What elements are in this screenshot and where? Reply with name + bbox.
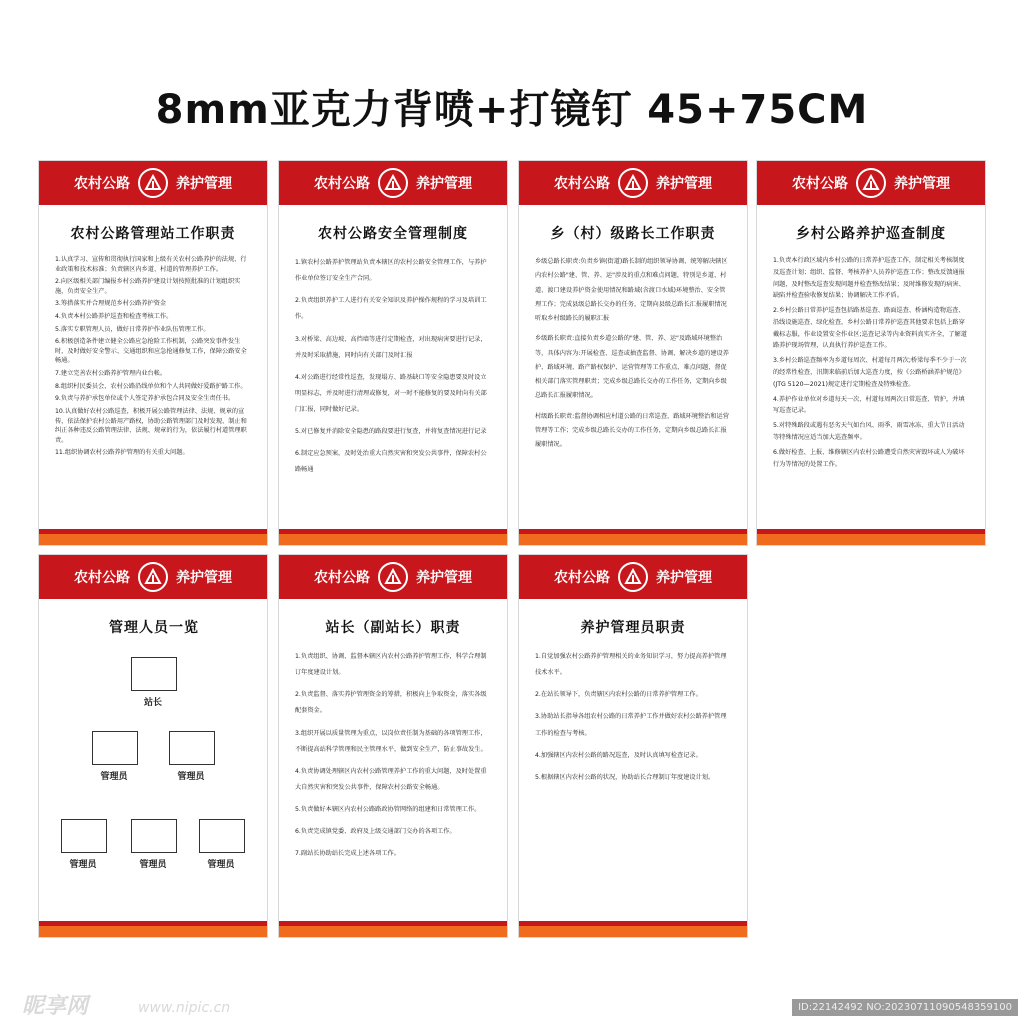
manager-role-label: 管理员 (139, 860, 167, 870)
watermark-brand: 昵享网 (22, 994, 89, 1019)
header-right-label: 养护管理 (416, 176, 472, 192)
duty-line: 8.组织村民委员会、农村公路沿线单位和个人共同做好爱路护路工作。 (55, 382, 247, 390)
panel-title: 养护管理员职责 (580, 620, 686, 636)
header-right-label: 养护管理 (656, 570, 712, 586)
duty-line: 4.负责协调处理辖区内农村公路管理养护工作的重大问题，及时处置重大自然灾害和突发公共事件，保障农村公路安全畅通。 (295, 767, 487, 791)
header-left-label: 农村公路 (314, 570, 370, 586)
duty-line: 6.积极创造条件建立健全公路应急抢险工作机制，公路突发事件发生时，及时做好安全警示、交通组织和应急抢通修复工作，保障公路安全畅通。 (55, 338, 247, 365)
panel-body (279, 649, 507, 862)
panel-footer-stripe (39, 529, 267, 545)
org-chart (39, 619, 269, 929)
panel-footer-stripe (757, 529, 985, 545)
panel-header (39, 161, 267, 205)
highway-logo-icon (856, 168, 886, 198)
head-role-label: 站长 (143, 698, 162, 708)
panel-footer-stripe (519, 529, 747, 545)
panel-header (519, 555, 747, 599)
panel-footer-stripe (39, 921, 267, 937)
panel-title: 乡（村）级路长工作职责 (550, 226, 716, 242)
panel-body (39, 255, 267, 458)
duty-line: 4.加强辖区内农村公路的路况巡查，及时认真填写检查记录。 (535, 751, 702, 759)
panel-patrol-rules (756, 160, 986, 546)
panel-station-duties (38, 160, 268, 546)
header-left-label: 农村公路 (554, 176, 610, 192)
manager-role-label: 管理员 (69, 860, 97, 870)
duty-line: 3.对桥梁、高边坡、高挡墙等进行定期检查，对出现病害要进行记录，并及时采取措施，同时向有关部门及时汇报 (295, 335, 487, 359)
page-title: 8mm亚克力背喷+打镜钉 45+75CM (155, 87, 869, 133)
duty-line: 4.负责本村公路养护巡查和检查考核工作。 (55, 313, 173, 321)
manager-photo-placeholder (61, 819, 107, 853)
header-left-label: 农村公路 (74, 176, 130, 192)
manager-photo-placeholder (199, 819, 245, 853)
duty-line: 9.负责与养护承包单位或个人签定养护承包合同及安全生责任书。 (55, 395, 235, 403)
panel-header (279, 555, 507, 599)
duty-line: 7.副站长协助站长完成上述各项工作。 (295, 850, 400, 858)
manager-photo-placeholder (169, 731, 215, 765)
header-right-label: 养护管理 (176, 176, 232, 192)
panel-header (519, 161, 747, 205)
highway-logo-icon (378, 168, 408, 198)
duty-line: 5.对特殊路段或遇有恶劣天气如台风、雨季、雨雪冰冻、重大节日活动等特殊情况应适当加大巡查频率。 (773, 422, 965, 441)
header-right-label: 养护管理 (656, 176, 712, 192)
header-left-label: 农村公路 (792, 176, 848, 192)
panel-maintenance-manager-duties (518, 554, 748, 938)
duty-line: 2.在站长领导下，负责辖区内农村公路的日常养护管理工作。 (535, 691, 702, 699)
panel-header (757, 161, 985, 205)
duty-line: 1.负责组织、协调、监督本辖区内农村公路养护管理工作，科学合理制订年度建设计划。 (295, 653, 487, 677)
highway-logo-icon (618, 562, 648, 592)
duty-line: 3.组织开展以质量管理为重点，以岗位责任制为基础的各项管理工作，不断提高站科学管理和民主管理水平，做到安全生产，防止事故发生。 (295, 729, 487, 753)
duty-line: 5.负责做好本辖区内农村公路路政协管网络的组建和日常管理工作。 (295, 806, 481, 813)
panel-title: 乡村公路养护巡查制度 (796, 226, 946, 242)
header-left-label: 农村公路 (554, 570, 610, 586)
panel-safety-rules (278, 160, 508, 546)
panel-footer-stripe (279, 529, 507, 545)
duty-line: 4.对公路进行经常性巡查，发现塌方、路基缺口等安全隐患要及时设立明显标志，并及时进行清理或修复，对一时不能修复的要及时向有关部门汇报，同时做好记录。 (295, 373, 487, 413)
duty-line: 乡级总路长职责:负责乡镇(街道)路长制的组织领导协调、统筹解决辖区内农村公路"建、管、养、运"涉及的重点和难点问题，特别是乡道、村道、渡口建设养护资金使用情况和路域(含渡口水域)环境整治、安全管理工作；完成县级总路长交办的任务，定期向县级总路长汇报履职情况听取乡村级路长的履职汇报 (535, 258, 728, 323)
duty-line: 1.认真学习、宣传和贯彻执行国家和上级有关农村公路养护的法规、行业政策和技术标准；负责辖区内乡道、村道的管理养护工作。 (55, 256, 247, 273)
panel-header (279, 161, 507, 205)
duty-line: 乡级路长职责:直接负责乡道公路的"建、管、养、运"及路域环境整治等，具体内容为:开展检查、巡查或抽查监督、协调、解决乡道的建设养护、路域环境、路产路权保护、运营管理等工作重点、难点问题，督促相关部门落实管理职责；完成乡级总路长交办的工作任务，定期向乡级总路长汇报履职情况。 (535, 335, 729, 400)
panel-header (39, 555, 267, 599)
duty-line: 5.根据辖区内农村公路的状况，协助站长合理制订年度建设计划。 (535, 773, 715, 781)
duty-line: 1.自觉加强农村公路养护管理相关的业务知识学习，努力提高养护管理技术水平。 (535, 653, 727, 677)
highway-logo-icon (378, 562, 408, 592)
manager-photo-placeholder (131, 819, 177, 853)
panel-title: 站长（副站长）职责 (325, 620, 461, 636)
manager-role-label: 管理员 (207, 860, 235, 870)
manager-role-label: 管理员 (100, 772, 128, 782)
duty-line: 2.负责组织养护工人进行有关安全知识及养护操作规程的学习及培训工作。 (295, 297, 487, 321)
manager-photo-placeholder (92, 731, 138, 765)
header-left-label: 农村公路 (314, 176, 370, 192)
header-right-label: 养护管理 (176, 570, 232, 586)
panel-title: 农村公路安全管理制度 (318, 226, 468, 242)
duty-line: 2.乡村公路日常养护巡查包括路基巡查、路面巡查、桥涵构造物巡查、沿线设施巡查、绿化检查，乡村公路日常养护巡查其他要求包括上路穿戴标志服，作业设置安全作业区;巡查记录等内业资料真实齐全，了解道路养护现场管理，认真执行养护巡查工作。 (773, 307, 967, 350)
highway-logo-icon (138, 168, 168, 198)
duty-line: 6.制定应急预案，及时处治重大自然灾害和突发公共事件，保障农村公路畅通 (295, 450, 487, 474)
header-right-label: 养护管理 (416, 570, 472, 586)
duty-line: 村级路长职责:监督协调相应村道公路的日常巡查、路域环境整治和运营管理等工作；完成乡级总路长交办的工作任务，定期向乡级总路长汇报履职情况。 (535, 412, 729, 449)
duty-line: 1.镇农村公路养护管理站负责本辖区的农村公路安全管理工作，与养护作业单位签订安全生产合同。 (295, 259, 487, 283)
duty-line: 10.认真做好农村公路巡查，积极开展公路管理法律、法规、规章的宣传，依法保护农村公路用产路权，协助公路管理部门及时发现、制止和纠正各种违反公路管理法律、法规、规章的行为，依法履行村道管理职责。 (55, 407, 247, 444)
duty-line: 3.协助站长指导各组农村公路的日常养护工作并做好农村公路养护管理工作的检查与考核。 (535, 713, 727, 737)
panel-body (519, 649, 747, 786)
highway-logo-icon (618, 168, 648, 198)
duty-line: 3.乡村公路巡查频率为乡道每周次、村道每月两次;桥梁每季不少于一次的经常性检查，汛期来临前后加大巡查力度，按《公路桥涵养护规范》(JTG 5120—2021)规定进行定期检查及特殊检查。 (773, 357, 967, 388)
panel-footer-stripe (519, 921, 747, 937)
panel-title: 农村公路管理站工作职责 (70, 226, 236, 242)
duty-line: 1.负责本行政区域内乡村公路的日常养护巡查工作，制定相关考核制度及巡查计划；组织、监督、考核养护人员养护巡查工作；整改反馈通报问题，及时整改巡查发现问题并检查整改结果；及时维修发现的病害、缺陷并检查验收修复结果；协调解决工作矛盾。 (773, 257, 965, 300)
header-left-label: 农村公路 (74, 570, 130, 586)
panel-footer-stripe (279, 921, 507, 937)
panel-road-chief-duties (518, 160, 748, 546)
duty-line: 5.落实专职管理人员，做好日常养护作业队伍管理工作。 (55, 325, 210, 333)
header-right-label: 养护管理 (894, 176, 950, 192)
watermark-url: www.nipic.cn (138, 1000, 231, 1016)
duty-line: 6.负责完成镇党委、政府及上级交通部门交办的各项工作。 (295, 828, 456, 836)
duty-line: 11.组织协调农村公路养护管理的有关重大问题。 (55, 449, 189, 457)
duty-line: 7.建立完善农村公路养护管理内业台帐。 (55, 370, 167, 378)
duty-line: 2.负责监督、落实养护管理资金的筹措，积极向上争取资金，落实各级配套资金。 (295, 691, 487, 715)
highway-logo-icon (138, 562, 168, 592)
panel-title: 管理人员一览 (109, 620, 199, 636)
panel-body (279, 255, 507, 479)
panel-body (757, 255, 985, 470)
duty-line: 3.筹措落实并合理规范乡村公路养护资金 (55, 300, 167, 308)
duty-line: 2.向区级相关部门编报乡村公路养护建设计划按照批准的计划组织实施，负责安全生产。 (55, 278, 241, 295)
manager-role-label: 管理员 (177, 772, 205, 782)
duty-line: 5.对已修复并消除安全隐患的路段要进行复查，并将复查情况进行记录 (295, 428, 487, 436)
head-photo-placeholder (131, 657, 177, 691)
duty-line: 4.养护作业单位对乡道每天一次、村道每周两次日常巡查、管护，并填写巡查记录。 (773, 395, 965, 415)
duty-line: 6.做好检查、上报、维修辖区内农村公路遭受自然灾害毁坏或人为破坏行为等情况的处置工作。 (773, 448, 965, 468)
panel-body (519, 255, 747, 452)
panel-staff-overview (38, 554, 268, 938)
watermark-id: ID:22142492 NO:20230711090548359100 (792, 999, 1018, 1016)
panel-stationmaster-duties (278, 554, 508, 938)
